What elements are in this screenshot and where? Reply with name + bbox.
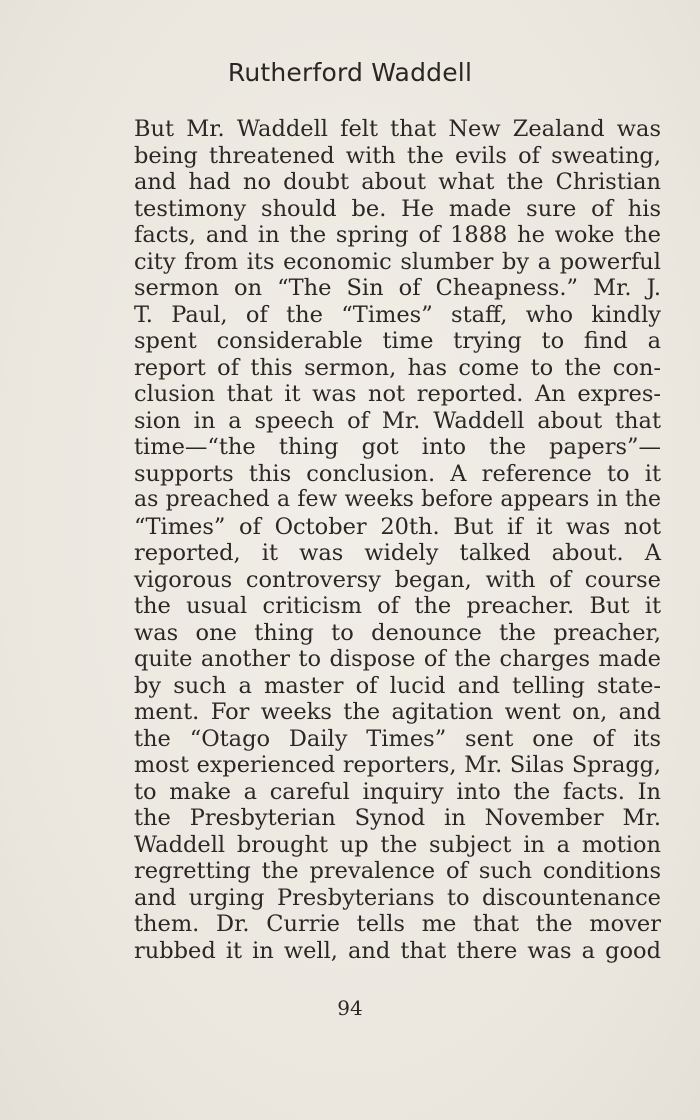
- text-line: T. Paul, of the “Times” staff, who kindly: [134, 301, 661, 328]
- text-line: clusion that it was not reported. An expres-: [134, 381, 661, 407]
- text-line: and had no doubt about what the Christian: [134, 169, 661, 195]
- body-text: [134, 116, 661, 964]
- text-line: the usual criticism of the preacher. But it: [134, 593, 661, 619]
- text-line: was one thing to denounce the preacher,: [134, 619, 661, 646]
- text-line: regretting the prevalence of such conditions: [134, 858, 661, 884]
- text-line: by such a master of lucid and telling state-: [134, 672, 661, 699]
- text-line: being threatened with the evils of sweating,: [134, 142, 661, 169]
- text-line: and urging Presbyterians to discountenance: [134, 884, 661, 911]
- text-line: to make a careful inquiry into the facts. In: [134, 778, 661, 805]
- text-line: sermon on “The Sin of Cheapness.” Mr. J.: [134, 275, 661, 301]
- text-line: city from its economic slumber by a powerful: [134, 248, 661, 275]
- text-line: sion in a speech of Mr. Waddell about that: [134, 407, 661, 434]
- text-line: “Times” of October 20th. But if it was not: [134, 513, 661, 540]
- text-line: rubbed it in well, and that there was a good: [134, 937, 661, 964]
- text-line: facts, and in the spring of 1888 he woke the: [134, 222, 661, 248]
- text-line: Waddell brought up the subject in a motion: [134, 831, 661, 858]
- text-line: most experienced reporters, Mr. Silas Spragg,: [134, 752, 661, 778]
- text-line: ment. For weeks the agitation went on, and: [134, 699, 661, 725]
- text-line: as preached a few weeks before appears in the: [134, 487, 661, 512]
- page-number: 94: [337, 996, 363, 1020]
- text-line: the Presbyterian Synod in November Mr.: [134, 805, 661, 831]
- text-line: the “Otago Daily Times” sent one of its: [134, 725, 661, 752]
- text-line: time—“the thing got into the papers”—: [134, 434, 661, 460]
- text-line: supports this conclusion. A reference to it: [134, 460, 661, 487]
- text-line: vigorous controversy began, with of course: [134, 566, 661, 593]
- running-head: Rutherford Waddell: [227, 58, 473, 87]
- text-line: testimony should be. He made sure of his: [134, 195, 661, 222]
- text-line: spent considerable time trying to find a: [134, 328, 661, 354]
- text-line: quite another to dispose of the charges made: [134, 646, 661, 672]
- text-line: them. Dr. Currie tells me that the mover: [134, 911, 661, 937]
- text-line: But Mr. Waddell felt that New Zealand was: [134, 116, 661, 142]
- text-line: reported, it was widely talked about. A: [134, 540, 661, 566]
- text-line: report of this sermon, has come to the con-: [134, 354, 661, 381]
